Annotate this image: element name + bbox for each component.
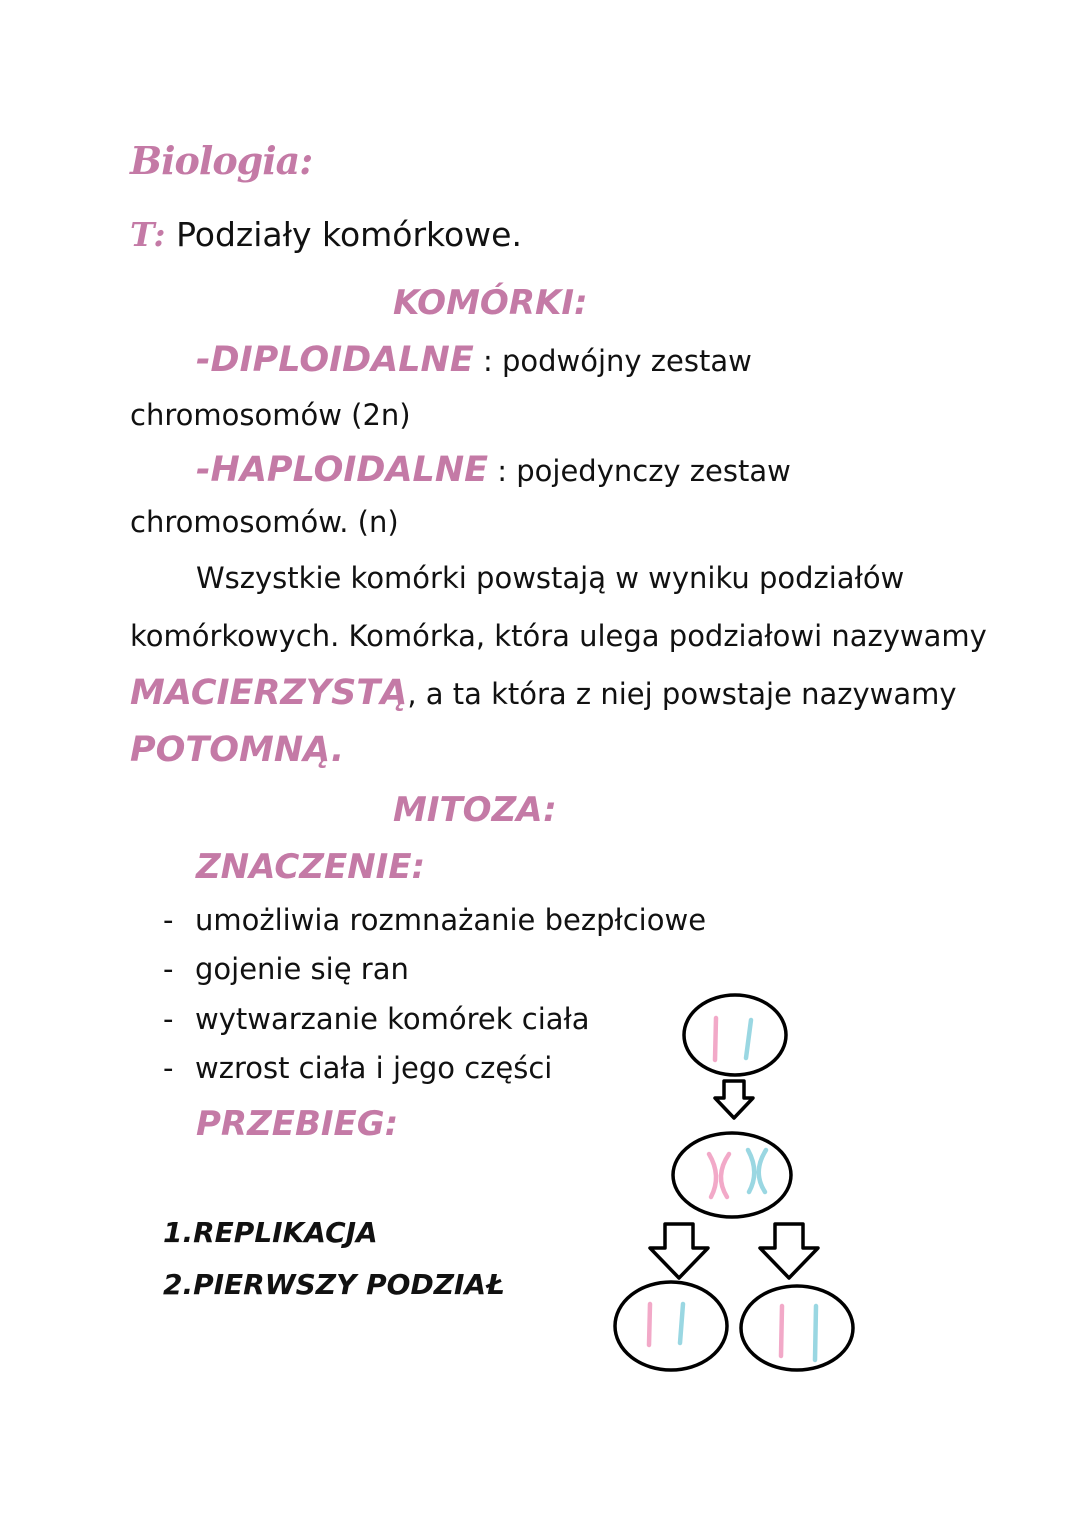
significance-heading: ZNACZENIE: <box>196 847 426 887</box>
term-mother-cell: MACIERZYSTĄ <box>130 673 408 713</box>
diploid-dash: - <box>196 340 211 380</box>
diploid-definition: : podwójny zestaw <box>482 344 752 378</box>
replicated-chromosome-pink <box>709 1154 729 1197</box>
chromosome-pink <box>781 1306 782 1356</box>
significance-text: wzrost ciała i jego części <box>195 1051 553 1085</box>
diploid-term: DIPLOIDALNE <box>210 340 474 380</box>
chromosome-pink <box>715 1018 716 1060</box>
haploid-definition: : pojedynczy zestaw <box>497 454 791 488</box>
paragraph-line-1: Wszystkie komórki powstają w wyniku podziałów <box>196 561 905 595</box>
arrow-down-right-icon <box>760 1224 818 1278</box>
topic-title: Podziały komórkowe. <box>176 215 522 254</box>
haploid-definition-cont: chromosomów. (n) <box>130 505 399 539</box>
diploid-definition-cont: chromosomów (2n) <box>130 398 411 432</box>
topic-prefix: T: <box>130 215 166 254</box>
chromosome-blue <box>746 1020 751 1058</box>
arrow-down-left-icon <box>650 1224 708 1278</box>
course-heading: PRZEBIEG: <box>196 1104 399 1144</box>
subject-title: Biologia: <box>130 138 313 183</box>
significance-text: wytwarzanie komórek ciała <box>195 1002 590 1036</box>
chromosome-blue <box>680 1304 683 1343</box>
paragraph-line-2: komórkowych. Komórka, która ulega podziałowi nazywamy <box>130 619 987 653</box>
bullet-dash: - <box>163 1051 174 1085</box>
replicated-chromosome-blue <box>748 1150 766 1192</box>
bullet-dash: - <box>163 952 174 986</box>
step-first-division: 2.PIERWSZY PODZIAŁ <box>163 1268 505 1301</box>
haploid-dash: - <box>196 450 211 490</box>
paragraph-line-3-rest: , a ta która z niej powstaje nazywamy <box>407 677 957 711</box>
mother-cell-outline <box>684 995 786 1075</box>
cells-heading: KOMÓRKI: <box>393 283 588 323</box>
chromosome-blue <box>815 1306 816 1360</box>
arrow-down-icon <box>715 1081 753 1118</box>
bullet-dash: - <box>163 1002 174 1036</box>
replicated-cell-outline <box>673 1133 791 1217</box>
mitosis-heading: MITOZA: <box>393 790 557 830</box>
step-replication: 1.REPLIKACJA <box>163 1216 378 1249</box>
term-daughter-cell: POTOMNĄ. <box>130 730 345 770</box>
daughter-cell-left-outline <box>615 1282 727 1370</box>
chromosome-pink <box>649 1304 650 1345</box>
significance-text: gojenie się ran <box>195 952 409 986</box>
significance-text: umożliwia rozmnażanie bezpłciowe <box>195 903 707 937</box>
daughter-cell-right-outline <box>741 1286 853 1370</box>
haploid-term: HAPLOIDALNE <box>210 450 489 490</box>
bullet-dash: - <box>163 903 174 937</box>
